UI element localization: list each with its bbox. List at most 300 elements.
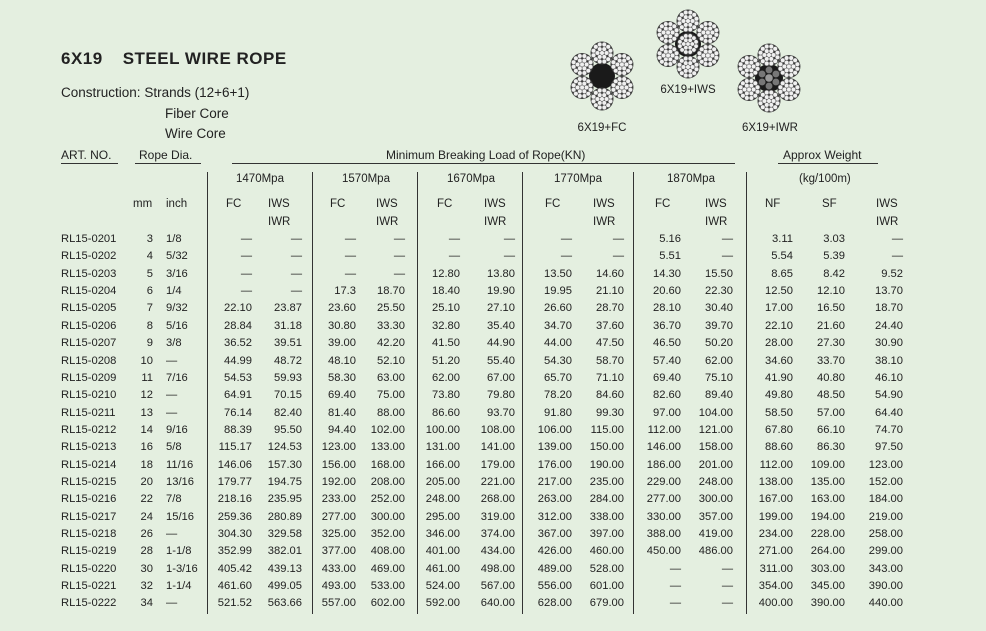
table-cell: 39.51 (274, 337, 302, 350)
table-cell: 345.00 (810, 580, 845, 592)
sub-header-fc: FC (226, 198, 242, 210)
table-cell: RL15-0217 (61, 510, 117, 523)
table-cell: 5.51 (659, 250, 681, 263)
title-name: STEEL WIRE ROPE (122, 49, 287, 68)
table-cell: 32.80 (432, 319, 460, 332)
table-cell: 218.16 (217, 493, 252, 506)
table-cell: 54.30 (544, 354, 572, 367)
table-cell: 84.60 (596, 389, 624, 402)
table-cell: — (669, 580, 681, 592)
table-cell: 34.70 (544, 319, 572, 332)
table-cell: 493.00 (321, 580, 356, 592)
table-cell: 67.00 (487, 371, 515, 384)
table-cell: 628.00 (537, 597, 572, 610)
table-cell: 271.00 (758, 545, 793, 558)
grade-header: 1770Mpa (554, 173, 602, 185)
grade-header: 1470Mpa (236, 173, 284, 185)
table-cell: 489.00 (537, 562, 572, 575)
table-cell: 91.80 (544, 406, 572, 419)
table-cell: 163.00 (810, 493, 845, 506)
table-cell: 123.00 (868, 458, 903, 471)
table-cell: 524.00 (425, 580, 460, 592)
table-cell: 352.99 (217, 545, 252, 558)
table-cell: 268.00 (480, 493, 515, 506)
table-cell: 354.00 (758, 580, 793, 592)
table-cell: 28.84 (224, 319, 252, 332)
table-cell: 71.10 (596, 371, 624, 384)
table-cell: 343.00 (868, 562, 903, 575)
header-weight-unit: (kg/100m) (799, 173, 851, 185)
table-cell: — (891, 233, 903, 245)
sub-header-iwr: IWR (376, 216, 399, 228)
table-cell: 199.00 (758, 510, 793, 523)
table-cell: 5.39 (823, 250, 845, 263)
table-cell: 30 (140, 562, 153, 575)
table-cell: 41.50 (432, 337, 460, 350)
table-cell: 86.60 (432, 406, 460, 419)
table-cell: 123.00 (321, 441, 356, 454)
table-cell: 93.70 (487, 406, 515, 419)
table-cell: 30.90 (875, 337, 903, 350)
table-cell: 7 (146, 302, 153, 315)
rope-section-fc-image (566, 40, 638, 112)
sub-header-fc: FC (330, 198, 346, 210)
table-cell: 25.50 (377, 302, 405, 315)
table-cell: 35.40 (487, 319, 515, 332)
table-cell: 556.00 (537, 580, 572, 592)
table-cell: 34 (140, 597, 153, 610)
table-cell: 12.10 (817, 285, 845, 298)
table-cell: 38.10 (875, 354, 903, 367)
table-cell: RL15-0204 (61, 285, 117, 298)
table-cell: 146.00 (646, 441, 681, 454)
table-cell: 28.70 (596, 302, 624, 315)
table-cell: — (290, 267, 302, 280)
table-cell: 434.00 (480, 545, 515, 558)
table-cell: 139.00 (537, 441, 572, 454)
table-cell: 221.00 (480, 475, 515, 488)
table-cell: 4 (146, 250, 153, 263)
sub-header-iwr: IWR (268, 216, 291, 228)
table-cell: 377.00 (321, 545, 356, 558)
table-cell: 20 (140, 475, 153, 488)
table-cell: 146.06 (217, 458, 252, 471)
table-cell: 55.40 (487, 354, 515, 367)
table-cell: 121.00 (698, 423, 733, 436)
table-cell: 450.00 (646, 545, 681, 558)
table-cell: RL15-0201 (61, 233, 117, 245)
table-cell: 367.00 (537, 528, 572, 540)
table-cell: 28 (140, 545, 153, 558)
table-cell: 234.00 (758, 528, 793, 540)
header-rope-dia: Rope Dia. (139, 148, 193, 162)
table-cell: 156.00 (321, 458, 356, 471)
table-cell: 13.70 (875, 285, 903, 298)
rope-label-iws: 6X19+IWS (660, 84, 716, 96)
table-cell: 3.11 (772, 233, 793, 245)
rope-section-iwr-image (733, 42, 805, 114)
table-cell: 12 (140, 389, 153, 402)
table-cell: 106.00 (537, 423, 572, 436)
table-cell: — (891, 250, 903, 263)
sub-header-iws: IWS (593, 198, 615, 210)
column-divider (633, 172, 634, 614)
table-cell: 69.40 (653, 371, 681, 384)
table-cell: 426.00 (537, 545, 572, 558)
table-cell: 460.00 (589, 545, 624, 558)
table-cell: 18 (140, 458, 153, 471)
table-cell: 499.05 (267, 580, 302, 592)
header-weight: Approx Weight (783, 148, 862, 162)
table-cell: 21.10 (596, 285, 624, 298)
table-cell: 133.00 (370, 441, 405, 454)
column-divider (417, 172, 418, 614)
table-cell: — (166, 406, 178, 419)
table-cell: 498.00 (480, 562, 515, 575)
table-cell: 9 (146, 337, 153, 350)
table-cell: — (503, 250, 515, 263)
table-cell: 5.54 (771, 250, 793, 263)
table-cell: — (448, 250, 460, 263)
table-cell: — (290, 233, 302, 245)
header-weight-underline (778, 163, 878, 164)
table-cell: 81.40 (328, 406, 356, 419)
table-cell: 208.00 (370, 475, 405, 488)
table-cell: 95.50 (274, 423, 302, 436)
table-cell: 12.80 (432, 267, 460, 280)
table-cell: 48.72 (274, 354, 302, 367)
table-cell: — (669, 562, 681, 575)
table-cell: 33.70 (817, 354, 845, 367)
table-cell: 186.00 (646, 458, 681, 471)
sub-header-inch: inch (166, 198, 188, 210)
table-cell: 8.42 (823, 267, 845, 280)
table-cell: 22.10 (224, 302, 252, 315)
table-cell: 88.60 (765, 441, 793, 454)
table-cell: 31.18 (274, 319, 302, 332)
table-cell: 433.00 (321, 562, 356, 575)
table-cell: 100.00 (425, 423, 460, 436)
table-cell: 390.00 (868, 580, 903, 592)
table-cell: 30.80 (328, 319, 356, 332)
table-cell: 1/8 (166, 233, 182, 245)
table-cell: 439.13 (267, 562, 302, 575)
table-cell: 34.60 (765, 354, 793, 367)
table-cell: — (560, 233, 572, 245)
table-cell: 76.14 (224, 406, 252, 419)
table-cell: 374.00 (480, 528, 515, 540)
rope-label-fc: 6X19+FC (577, 122, 627, 134)
table-cell: 42.20 (377, 337, 405, 350)
table-cell: 248.00 (425, 493, 460, 506)
table-cell: RL15-0203 (61, 267, 117, 280)
table-cell: 112.00 (647, 423, 681, 436)
sub-header-iwr: IWR (484, 216, 507, 228)
construction-strands: Strands (12+6+1) (144, 85, 250, 100)
sub-header-iwr: IWR (705, 216, 728, 228)
sub-header-iwr: IWR (593, 216, 616, 228)
table-cell: 400.00 (758, 597, 793, 610)
table-cell: — (166, 389, 178, 402)
header-mbl-underline (232, 163, 735, 164)
table-cell: 167.00 (758, 493, 793, 506)
table-cell: 30.40 (705, 302, 733, 315)
table-cell: 311.00 (759, 562, 793, 575)
table-cell: RL15-0212 (61, 423, 117, 436)
table-cell: 17.3 (334, 285, 356, 298)
table-cell: — (560, 250, 572, 263)
table-cell: 440.00 (868, 597, 903, 610)
table-cell: — (166, 354, 178, 367)
table-cell: 18.40 (432, 285, 460, 298)
table-cell: 41.90 (765, 371, 793, 384)
table-cell: 5/32 (166, 250, 188, 263)
table-cell: 27.30 (817, 337, 845, 350)
table-cell: 22.30 (705, 285, 733, 298)
header-mbl: Minimum Breaking Load of Rope(KN) (386, 148, 586, 162)
table-cell: 88.00 (377, 406, 405, 419)
table-cell: 12.50 (765, 285, 793, 298)
sub-header-iws: IWS (268, 198, 290, 210)
table-cell: 8 (146, 319, 153, 332)
table-cell: 64.91 (224, 389, 252, 402)
table-cell: 70.15 (274, 389, 302, 402)
table-cell: RL15-0211 (61, 406, 116, 419)
table-cell: 10 (140, 354, 153, 367)
table-cell: 108.00 (480, 423, 515, 436)
table-cell: 168.00 (370, 458, 405, 471)
table-cell: 18.70 (377, 285, 405, 298)
table-cell: RL15-0202 (61, 250, 117, 263)
table-cell: 57.40 (653, 354, 681, 367)
table-cell: 263.00 (537, 493, 572, 506)
table-cell: 166.00 (425, 458, 460, 471)
table-cell: RL15-0206 (61, 319, 117, 332)
table-cell: 47.50 (596, 337, 624, 350)
table-cell: 303.00 (810, 562, 845, 575)
table-cell: 36.70 (653, 319, 681, 332)
table-cell: 3/8 (166, 337, 182, 350)
header-art-no-underline (61, 163, 118, 164)
table-cell: 58.30 (328, 371, 356, 384)
table-cell: 59.93 (274, 371, 302, 384)
table-cell: 49.80 (765, 389, 793, 402)
table-cell: 229.00 (646, 475, 681, 488)
table-cell: 62.00 (432, 371, 460, 384)
table-cell: 233.00 (321, 493, 356, 506)
table-cell: RL15-0208 (61, 354, 117, 367)
table-cell: 679.00 (589, 597, 624, 610)
table-cell: 1/4 (166, 285, 182, 298)
table-cell: 176.00 (537, 458, 572, 471)
table-cell: 201.00 (698, 458, 733, 471)
table-cell: 259.36 (217, 510, 252, 523)
table-cell: 124.53 (267, 441, 302, 454)
table-cell: — (393, 250, 405, 263)
table-cell: RL15-0220 (61, 562, 117, 575)
table-cell: RL15-0221 (61, 580, 117, 592)
table-cell: 277.00 (321, 510, 356, 523)
table-cell: RL15-0210 (61, 389, 117, 402)
table-cell: 521.52 (217, 597, 252, 610)
table-cell: 179.00 (480, 458, 515, 471)
table-cell: 78.20 (544, 389, 572, 402)
table-cell: 304.30 (217, 528, 252, 540)
table-cell: — (721, 562, 733, 575)
table-cell: RL15-0209 (61, 371, 117, 384)
table-cell: 258.00 (868, 528, 903, 540)
sub-header-mm: mm (133, 198, 153, 210)
table-cell: 13 (140, 406, 153, 419)
construction-fiber-core: Fiber Core (165, 105, 229, 121)
table-cell: 25.10 (432, 302, 460, 315)
table-cell: 63.00 (377, 371, 405, 384)
table-cell: 405.42 (217, 562, 252, 575)
sub-header-iws: IWS (705, 198, 727, 210)
rope-label-iwr: 6X19+IWR (742, 122, 798, 134)
table-cell: 48.50 (817, 389, 845, 402)
table-cell: 325.00 (321, 528, 356, 540)
sub-header-iws: IWS (376, 198, 398, 210)
table-cell: RL15-0213 (61, 441, 117, 454)
table-cell: 75.00 (377, 389, 405, 402)
table-cell: RL15-0222 (61, 597, 117, 610)
table-cell: 528.00 (589, 562, 624, 575)
table-cell: RL15-0205 (61, 302, 117, 315)
construction-wire-core: Wire Core (165, 126, 226, 141)
table-cell: 601.00 (589, 580, 624, 592)
construction-label: Construction: (61, 85, 141, 100)
table-cell: 88.39 (224, 423, 252, 436)
sub-header-iws: IWS (484, 198, 506, 210)
table-cell: 32 (140, 580, 153, 592)
table-cell: 352.00 (370, 528, 405, 540)
table-cell: 22 (140, 493, 153, 506)
table-cell: 390.00 (810, 597, 845, 610)
sub-header-fc: FC (545, 198, 561, 210)
table-cell: 401.00 (425, 545, 460, 558)
table-cell: 219.00 (868, 510, 903, 523)
table-cell: 217.00 (537, 475, 572, 488)
table-cell: 346.00 (425, 528, 460, 540)
table-cell: 17.00 (765, 302, 793, 315)
table-cell: 24.40 (875, 319, 903, 332)
table-cell: 138.00 (758, 475, 793, 488)
table-cell: 14.30 (653, 267, 681, 280)
sub-header-nf: NF (765, 198, 781, 210)
table-cell: 51.20 (432, 354, 460, 367)
table-cell: 89.40 (705, 389, 733, 402)
table-cell: 533.00 (370, 580, 405, 592)
table-cell: — (721, 580, 733, 592)
table-cell: 13.80 (487, 267, 515, 280)
table-cell: 82.40 (274, 406, 302, 419)
table-cell: 141.00 (480, 441, 515, 454)
table-cell: 44.00 (544, 337, 572, 350)
rope-section-iws-image (652, 8, 724, 80)
table-cell: 248.00 (698, 475, 733, 488)
table-cell: 115.17 (218, 441, 252, 454)
table-cell: 48.10 (328, 354, 356, 367)
table-cell: 24 (140, 510, 153, 523)
table-cell: 9/32 (166, 302, 188, 315)
table-cell: 73.80 (432, 389, 460, 402)
table-cell: 20.60 (653, 285, 681, 298)
table-cell: 9/16 (166, 423, 188, 436)
table-cell: 18.70 (875, 302, 903, 315)
table-cell: 58.50 (765, 406, 793, 419)
table-cell: 115.00 (590, 423, 624, 436)
table-cell: 57.00 (817, 406, 845, 419)
table-cell: 179.77 (217, 475, 252, 488)
table-cell: 252.00 (370, 493, 405, 506)
table-cell: RL15-0214 (61, 458, 117, 471)
table-cell: 563.66 (267, 597, 302, 610)
table-cell: 157.30 (267, 458, 302, 471)
table-cell: 13.50 (544, 267, 572, 280)
table-cell: 1-3/16 (166, 562, 198, 575)
table-cell: 97.50 (875, 441, 903, 454)
table-cell: 69.40 (328, 389, 356, 402)
table-cell: — (612, 233, 624, 245)
page-title (61, 49, 287, 69)
sub-header-sf: SF (822, 198, 837, 210)
table-cell: 194.00 (810, 510, 845, 523)
table-cell: 419.00 (698, 528, 733, 540)
table-cell: 75.10 (705, 371, 733, 384)
table-cell: 205.00 (425, 475, 460, 488)
table-cell: 5/16 (166, 319, 188, 332)
table-cell: 14.60 (596, 267, 624, 280)
table-cell: 228.00 (810, 528, 845, 540)
table-cell: 602.00 (370, 597, 405, 610)
table-cell: — (344, 250, 356, 263)
table-cell: — (166, 597, 178, 610)
sub-header-fc: FC (655, 198, 671, 210)
table-cell: 135.00 (810, 475, 845, 488)
table-cell: 329.58 (267, 528, 302, 540)
table-cell: — (503, 233, 515, 245)
table-cell: 33.30 (377, 319, 405, 332)
table-cell: — (612, 250, 624, 263)
table-cell: 1-1/8 (166, 545, 192, 558)
table-cell: 19.95 (544, 285, 572, 298)
table-cell: 46.10 (875, 371, 903, 384)
table-cell: RL15-0207 (61, 337, 117, 350)
grade-header: 1670Mpa (447, 173, 495, 185)
table-cell: 299.00 (868, 545, 903, 558)
table-cell: — (290, 285, 302, 298)
table-cell: 26 (140, 528, 153, 540)
table-cell: 300.00 (698, 493, 733, 506)
table-cell: 62.00 (705, 354, 733, 367)
table-cell: 192.00 (321, 475, 356, 488)
table-cell: 190.00 (589, 458, 624, 471)
table-cell: 66.10 (817, 423, 845, 436)
table-cell: 284.00 (589, 493, 624, 506)
table-cell: 312.00 (537, 510, 572, 523)
table-cell: RL15-0215 (61, 475, 117, 488)
table-cell: 23.87 (274, 302, 302, 315)
table-cell: 486.00 (698, 545, 733, 558)
table-cell: 22.10 (765, 319, 793, 332)
table-cell: 28.10 (653, 302, 681, 315)
table-cell: 277.00 (646, 493, 681, 506)
table-cell: 357.00 (698, 510, 733, 523)
table-cell: 64.40 (875, 406, 903, 419)
table-cell: 16 (140, 441, 153, 454)
table-cell: 28.00 (765, 337, 793, 350)
